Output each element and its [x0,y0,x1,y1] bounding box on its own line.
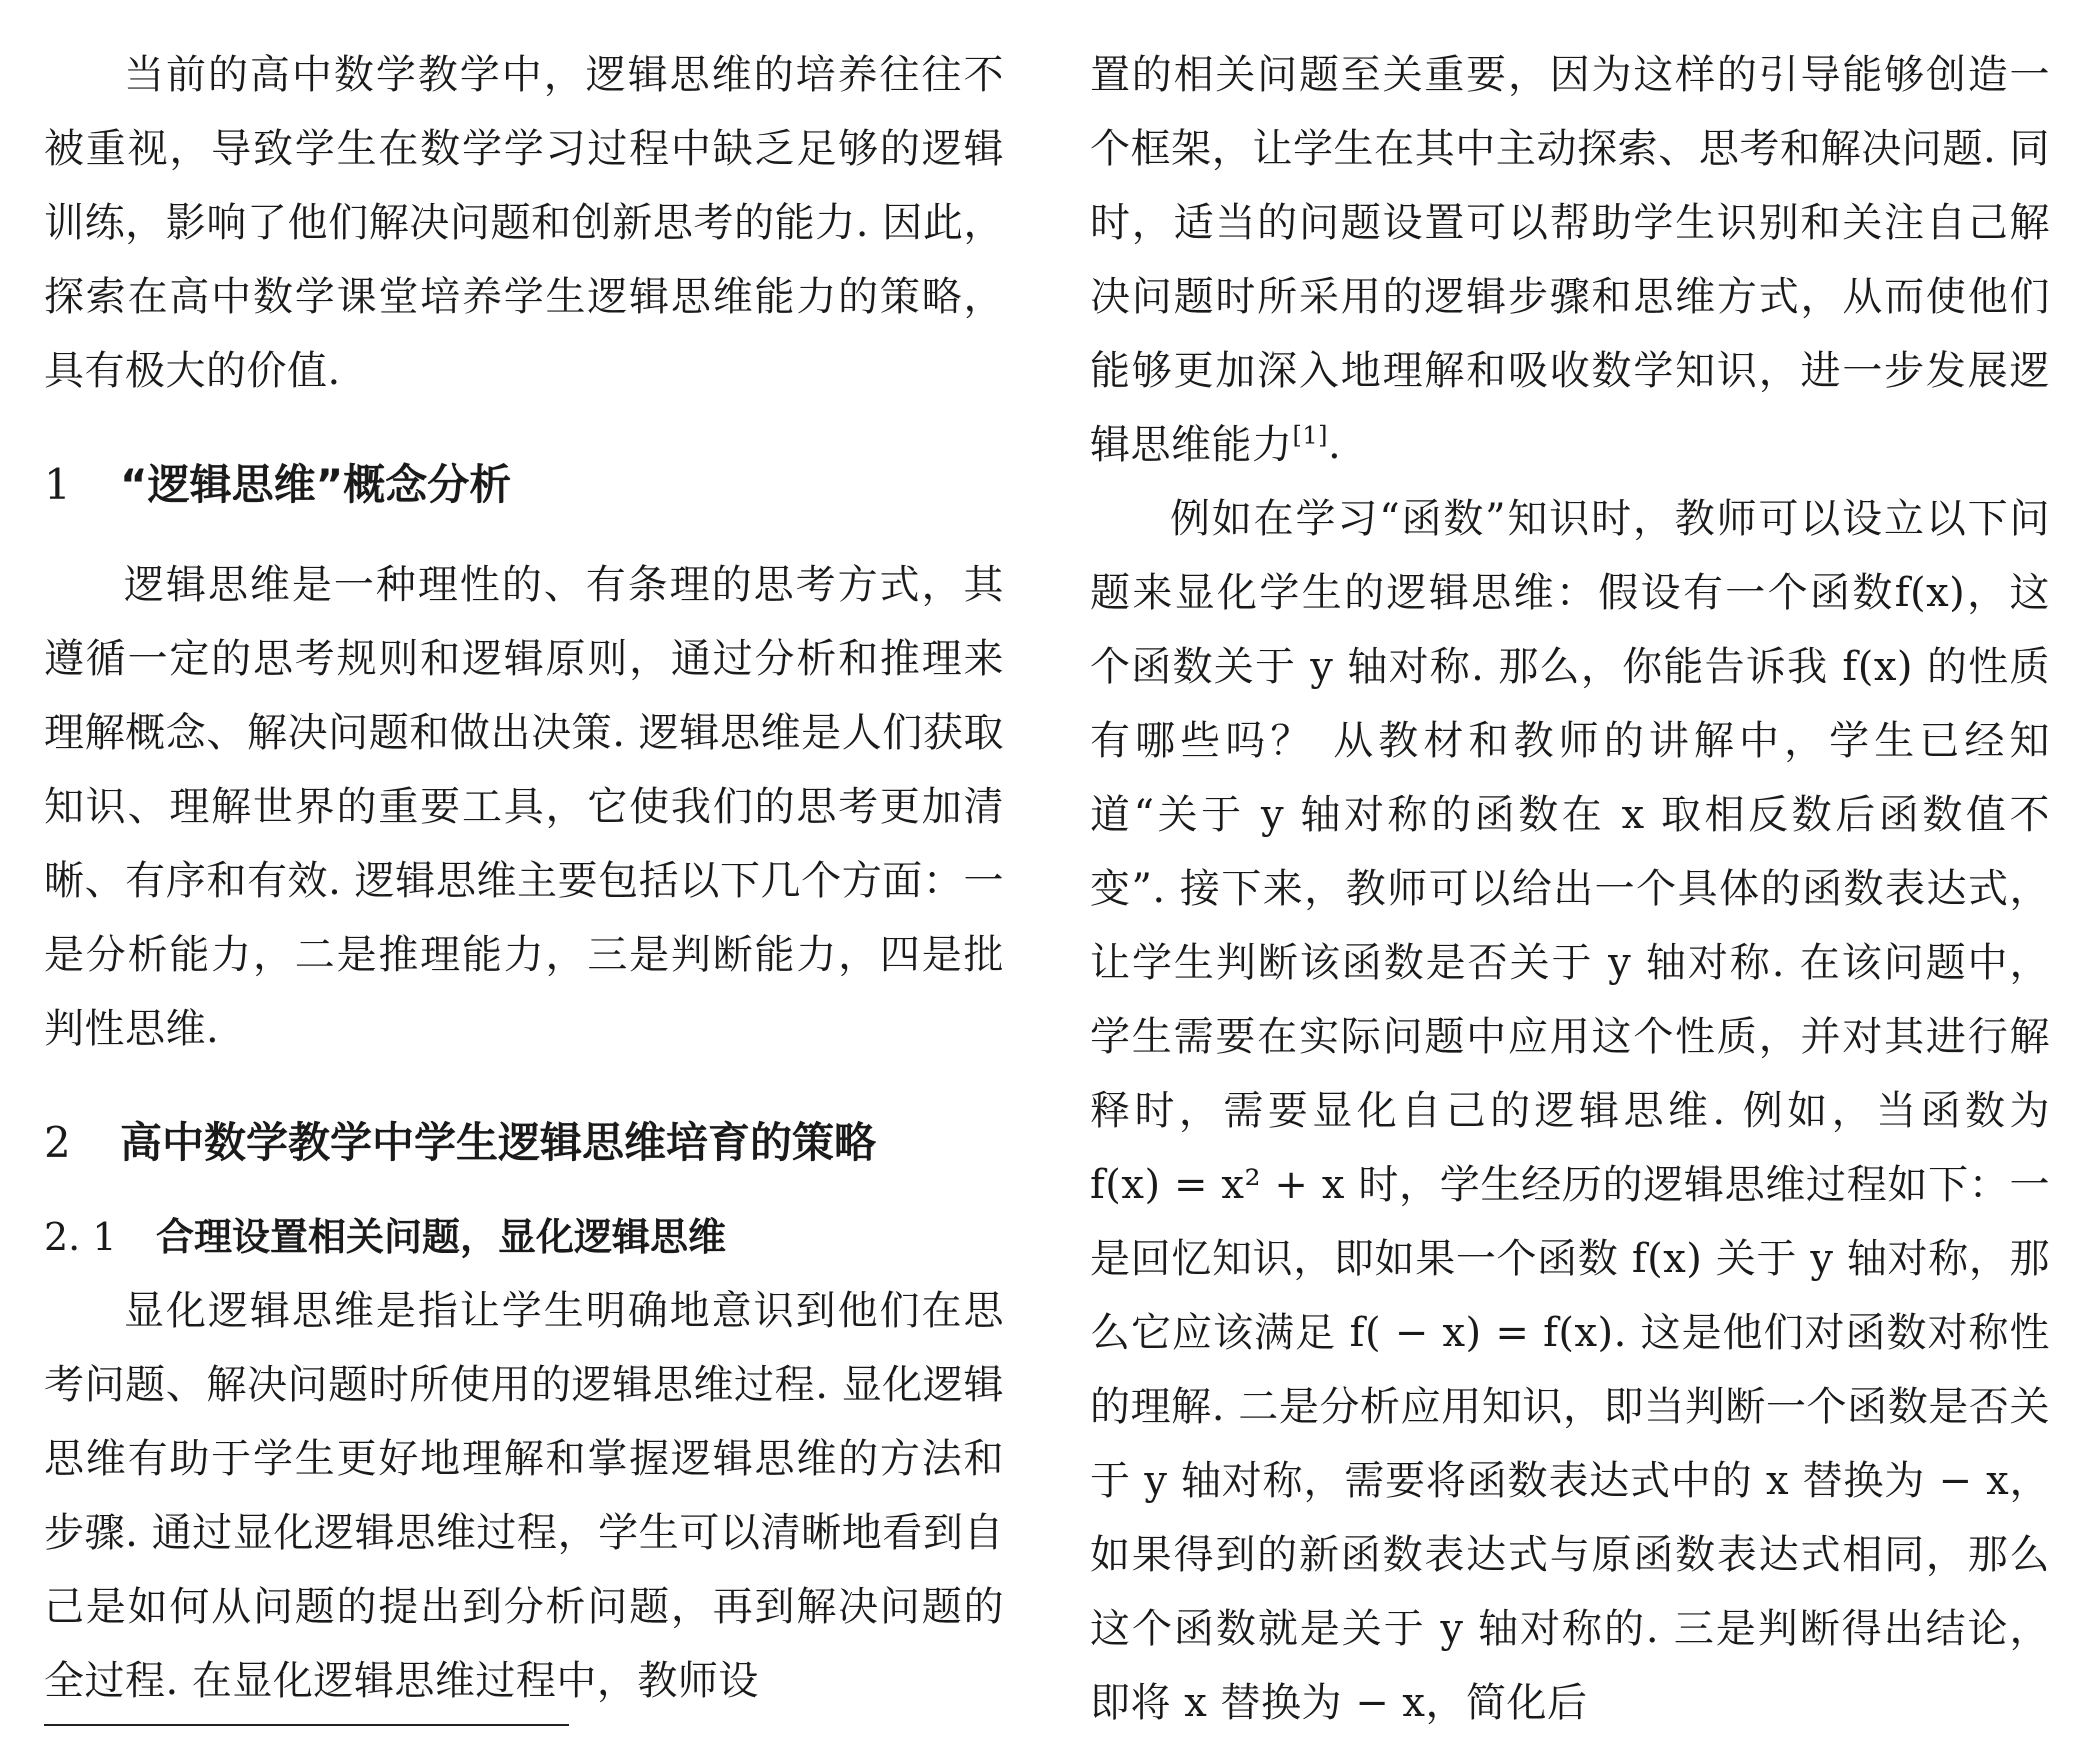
right-column [1090,38,2050,1740]
section-2-title: 高中数学教学中学生逻辑思维培育的策略 [120,1118,877,1167]
subsection-2-1-body: 显化逻辑思维是指让学生明确地意识到他们在思考问题、解决问题时所使用的逻辑思维过程. 显化逻辑思维有助于学生更好地理解和掌握逻辑思维的方法和步骤. 通过显化逻辑思维过程，学生可以清晰地看到自己是如何从问题的提出到分析问题，再到解决问题的全过程. 在显化逻辑思维过程中，教师设 [44,1288,1004,1704]
footnote-rule [44,1724,569,1726]
subsection-2-1-heading [44,1200,1004,1274]
section-1-body: 逻辑思维是一种理性的、有条理的思考方式，其遵循一定的思考规则和逻辑原则，通过分析和推理来理解概念、解决问题和做出决策. 逻辑思维是人们获取知识、理解世界的重要工具，它使我们的思考更加清晰、有序和有效. 逻辑思维主要包括以下几个方面：一是分析能力，二是推理能力，三是判断能力，四是批判性思维. [44,562,1004,1052]
citation-1: [1] [1292,421,1328,450]
subsection-2-1-title: 合理设置相关问题，显化逻辑思维 [156,1215,727,1259]
intro-paragraph: 当前的高中数学教学中，逻辑思维的培养往往不被重视，导致学生在数学学习过程中缺乏足够的逻辑训练，影响了他们解决问题和创新思考的能力. 因此，探索在高中数学课堂培养学生逻辑思维能力的策略，具有极大的价值. [44,52,1004,394]
section-2-heading [44,1106,1004,1180]
section-2-number: 2 [44,1118,71,1167]
subsection-2-1-number: 2. 1 [44,1215,117,1259]
right-paragraph-2: 例如在学习“函数”知识时，教师可以设立以下问题来显化学生的逻辑思维：假设有一个函数f(x)，这个函数关于 y 轴对称. 那么，你能告诉我 f(x) 的性质有哪些吗？ 从教材和教师的讲解中，学生已经知道“关于 y 轴对称的函数在 x 取相反数后函数值不变”. 接下来，教师可以给出一个具体的函数表达式，让学生判断该函数是否关于 y 轴对称. 在该问题中，学生需要在实际问题中应用这个性质，并对其进行解释时，需要显化自己的逻辑思维. 例如，当函数为 f(x) = x² + x 时，学生经历的逻辑思维过程如下：一是回忆知识，即如果一个函数 f(x) 关于 y 轴对称，那么它应该满足 f( − x) = f(x). 这是他们对函数对称性的理解. 二是分析应用知识，即当判断一个函数是否关于 y 轴对称，需要将函数表达式中的 x 替换为 − x，如果得到的新函数表达式与原函数表达式相同，那么这个函数就是关于 y 轴对称的. 三是判断得出结论，即将 x 替换为 − x，简化后 [1090,496,2050,1726]
section-1-number: 1 [44,460,71,509]
section-1-title: “逻辑思维”概念分析 [120,460,512,509]
left-column [44,38,1004,1718]
right-paragraph-1-end: . [1328,422,1342,468]
section-1-heading [44,448,1004,522]
right-paragraph-1-text: 置的相关问题至关重要，因为这样的引导能够创造一个框架，让学生在其中主动探索、思考和解决问题. 同时，适当的问题设置可以帮助学生识别和关注自己解决问题时所采用的逻辑步骤和思维方式，从而使他们能够更加深入地理解和吸收数学知识，进一步发展逻辑思维能力 [1090,52,2050,468]
right-paragraph-1 [1090,38,2050,482]
